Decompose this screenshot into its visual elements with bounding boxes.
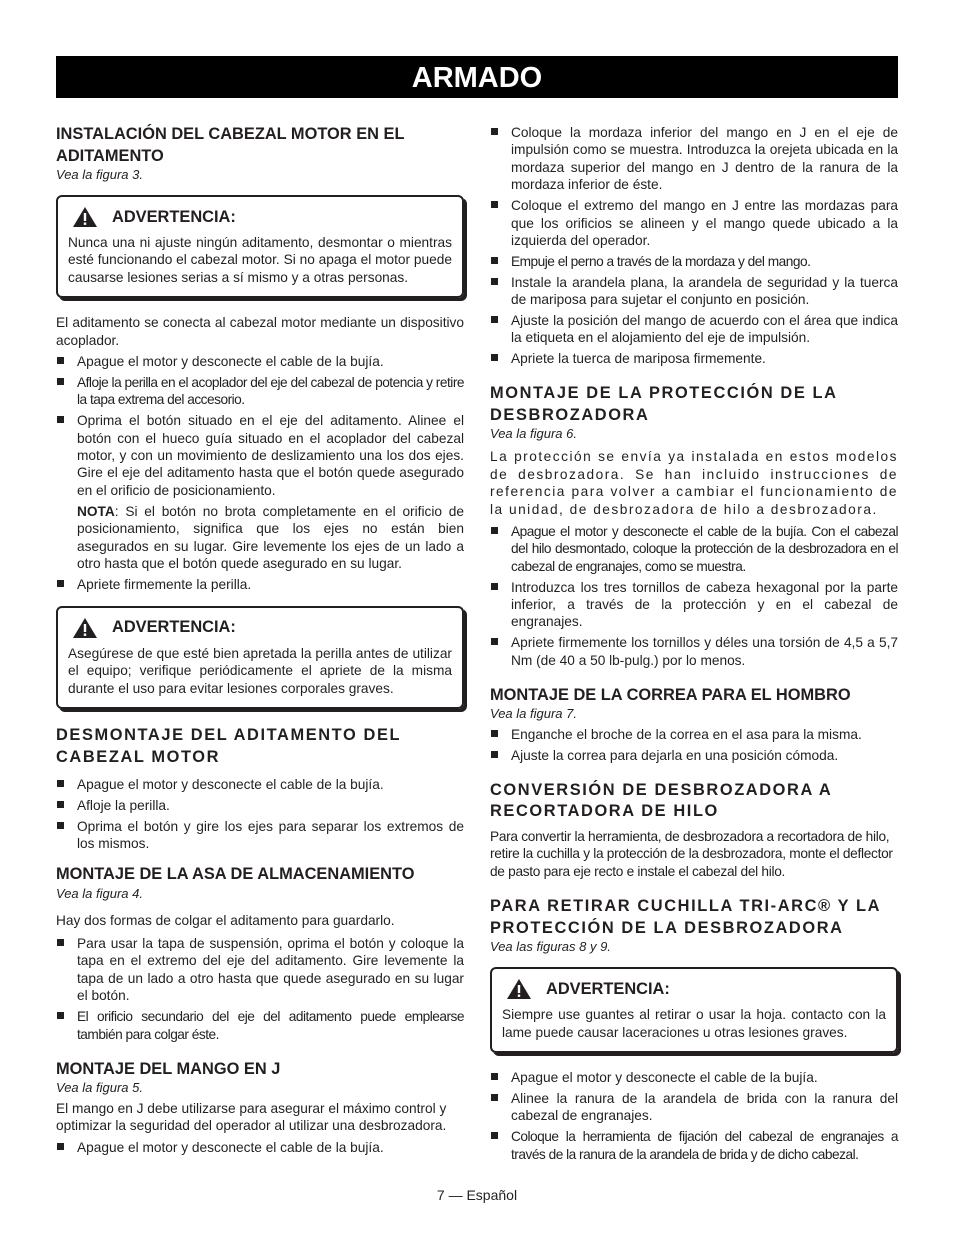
warning-box: [490, 967, 898, 1053]
page-footer: 7 — Español: [436, 1187, 518, 1203]
bullet-square-icon: [57, 780, 64, 787]
warning-title: ADVERTENCIA:: [112, 207, 236, 226]
list-item: Enganche el broche de la correa en el asa para la misma.: [490, 726, 898, 743]
list-item: Apague el motor y desconecte el cable de la bujía.: [56, 1139, 464, 1156]
section-banner: ARMADO: [56, 56, 898, 98]
list-item: Ajuste la posición del mango de acuerdo con el área que indica la etiqueta en el alojamiento del eje de impulsión.: [490, 312, 898, 347]
bullet-list: [490, 1069, 898, 1163]
bullet-square-icon: [491, 638, 498, 645]
list-item: Apague el motor y desconecte el cable de la bujía.: [56, 776, 464, 793]
bullet-square-icon: [491, 316, 498, 323]
paragraph: Hay dos formas de colgar el aditamento para guardarlo.: [56, 912, 395, 928]
list-item: Alinee la ranura de la arandela de brida con la ranura del cabezal de engranajes.: [490, 1090, 898, 1125]
heading-desmontaje: DESMONTAJE DEL ADITAMENTO DEL CABEZAL MOTOR: [56, 726, 401, 766]
bullet-square-icon: [491, 583, 498, 590]
heading-asa: MONTAJE DE LA ASA DE ALMACENAMIENTO: [56, 865, 415, 884]
heading-retirar-cuchilla: PARA RETIRAR CUCHILLA TRI-ARC® Y LA PROTECCIÓN DE LA DESBROZADORA: [490, 897, 881, 937]
heading-proteccion: MONTAJE DE LA PROTECCIÓN DE LA DESBROZADORA: [490, 384, 837, 424]
bullet-square-icon: [57, 1012, 64, 1019]
warning-title: ADVERTENCIA:: [112, 618, 236, 637]
list-item: Apague el motor y desconecte el cable de la bujía.: [56, 353, 464, 370]
bullet-square-icon: [57, 580, 64, 587]
bullet-square-icon: [57, 378, 64, 385]
bullet-list: [56, 776, 464, 853]
bullet-square-icon: [491, 730, 498, 737]
bullet-square-icon: [57, 1143, 64, 1150]
warning-title: ADVERTENCIA:: [546, 979, 670, 998]
paragraph: Para convertir la herramienta, de desbrozadora a recortadora de hilo, retire la cuchilla y la protección de la desbrozadora, monte el deflector de pasto para eje recto e instale el cabezal del hilo.: [490, 828, 893, 879]
list-item: Para usar la tapa de suspensión, oprima el botón y coloque la tapa en el extremo del eje del aditamento. Gire levemente la tapa de un lado a otro hasta que quede asegurado en su lugar el botón.: [56, 935, 464, 1005]
bullet-square-icon: [491, 354, 498, 361]
bullet-square-icon: [491, 128, 498, 135]
left-column: [56, 124, 464, 1160]
list-item: Introduzca los tres tornillos de cabeza hexagonal por la parte inferior, a través de la protección y en el cabezal de engranajes.: [490, 579, 898, 631]
bullet-square-icon: [57, 416, 64, 423]
bullet-square-icon: [491, 1073, 498, 1080]
heading-correa: MONTAJE DE LA CORREA PARA EL HOMBRO: [490, 685, 851, 704]
list-item: El orificio secundario del eje del aditamento puede emplearse también para colgar éste.: [56, 1008, 464, 1043]
right-column: [490, 124, 898, 1167]
bullet-list: [56, 353, 464, 499]
list-item: Instale la arandela plana, la arandela de seguridad y la tuerca de mariposa para sujetar el conjunto en posición.: [490, 274, 898, 309]
list-item: Coloque la mordaza inferior del mango en J en el eje de impulsión como se muestra. Introduzca la orejeta ubicada en la mordaza superior del mango en J dentro de la ranura de la mordaza inferior de éste.: [490, 124, 898, 194]
heading-mango: MONTAJE DEL MANGO EN J: [56, 1059, 281, 1078]
bullet-list: [490, 523, 898, 669]
list-item: Coloque la herramienta de fijación del cabezal de engranajes a través de la ranura de la arandela de brida y de dicho cabezal.: [490, 1128, 898, 1163]
bullet-list: [56, 935, 464, 1043]
bullet-list: [56, 576, 464, 593]
list-item: Coloque el extremo del mango en J entre las mordazas para que los orificios se alineen y el mango quede ubicado a la izquierda del operador.: [490, 197, 898, 249]
bullet-square-icon: [57, 357, 64, 364]
warning-triangle-icon: [72, 617, 98, 639]
bullet-list: [490, 726, 898, 764]
bullet-square-icon: [491, 201, 498, 208]
warning-box: [56, 195, 464, 298]
list-item: Ajuste la correa para dejarla en una posición cómoda.: [490, 747, 898, 764]
list-item: Apriete firmemente los tornillos y déles una torsión de 4,5 a 5,7 Nm (de 40 a 50 lb-pulg.) por lo menos.: [490, 634, 898, 669]
paragraph: La protección se envía ya instalada en estos modelos de desbrozadora. Se han incluido instrucciones de referencia para volver a cambiar el funcionamiento de la unidad, de desbrozadora de hilo a desbrozadora.: [490, 449, 898, 517]
note-paragraph: NOTA: Si el botón no brota completamente en el orificio de posicionamiento, significa que los ejes no están bien asegurados en su lugar. Gire levemente los ejes de un lado a otro hasta que el botón quede asegurado en su lugar.: [77, 503, 464, 571]
list-item: Apague el motor y desconecte el cable de la bujía. Con el cabezal del hilo desmontado, coloque la protección de la desbrozadora en el cabezal de engranajes, como se muestra.: [490, 523, 898, 575]
list-item: Oprima el botón y gire los ejes para separar los extremos de los mismos.: [56, 818, 464, 853]
bullet-square-icon: [57, 801, 64, 808]
figure-ref: Vea la figura 5.: [56, 1080, 143, 1095]
list-item: Empuje el perno a través de la mordaza y del mango.: [490, 253, 898, 270]
warning-triangle-icon: [72, 206, 98, 228]
figure-ref: Vea la figura 7.: [490, 706, 577, 722]
figure-ref: Vea la figura 4.: [56, 885, 143, 901]
warning-text: Siempre use guantes al retirar o usar la hoja. contacto con la lame puede causar laceraciones u otras lesiones graves.: [502, 1007, 886, 1040]
warning-text: Asegúrese de que esté bien apretada la perilla antes de utilizar el equipo; verifique periódicamente el apriete de la misma durante el uso para evitar lesiones corporales graves.: [68, 645, 452, 696]
bullet-square-icon: [57, 939, 64, 946]
list-item: Afloje la perilla.: [56, 797, 464, 814]
warning-box: [56, 606, 464, 709]
figure-ref: Vea la figura 3.: [56, 167, 143, 182]
bullet-square-icon: [491, 257, 498, 264]
warning-text: Nunca una ni ajuste ningún aditamento, desmontar o mientras esté funcionando el cabezal motor. Si no apaga el motor puede causarse lesiones serias a sí mismo y a otras personas.: [68, 235, 452, 285]
bullet-square-icon: [491, 1094, 498, 1101]
list-item: Apriete la tuerca de mariposa firmemente.: [490, 350, 898, 367]
list-item: Apriete firmemente la perilla.: [56, 576, 464, 593]
bullet-square-icon: [491, 1132, 498, 1139]
list-item: Apague el motor y desconecte el cable de la bujía.: [490, 1069, 898, 1086]
bullet-square-icon: [57, 822, 64, 829]
bullet-square-icon: [491, 278, 498, 285]
paragraph: El aditamento se conecta al cabezal motor mediante un dispositivo acoplador.: [56, 315, 464, 348]
bullet-square-icon: [491, 751, 498, 758]
bullet-square-icon: [491, 527, 498, 534]
bullet-list: [490, 124, 898, 368]
warning-triangle-icon: [506, 978, 532, 1000]
heading-conversion: CONVERSIÓN DE DESBROZADORA A RECORTADORA DE HILO: [490, 780, 832, 821]
paragraph: El mango en J debe utilizarse para asegurar el máximo control y optimizar la seguridad del operador al utilizar una desbrozadora.: [56, 1101, 447, 1134]
list-item: Afloje la perilla en el acoplador del eje del cabezal de potencia y retire la tapa extrema del accesorio.: [56, 374, 464, 409]
list-item: Oprima el botón situado en el eje del aditamento. Alinee el botón con el hueco guía situado en el acoplador del cabezal motor, y con un movimiento de deslizamiento una los dos ejes. Gire el eje del aditamento hasta que el botón quede asegurado en el orificio de posicionamiento.: [56, 412, 464, 499]
figure-ref: Vea la figura 6.: [490, 426, 577, 442]
figure-ref: Vea las figuras 8 y 9.: [490, 939, 611, 955]
bullet-list: [56, 1139, 464, 1156]
heading-instalacion: INSTALACIÓN DEL CABEZAL MOTOR EN EL ADITAMENTO: [56, 125, 405, 165]
